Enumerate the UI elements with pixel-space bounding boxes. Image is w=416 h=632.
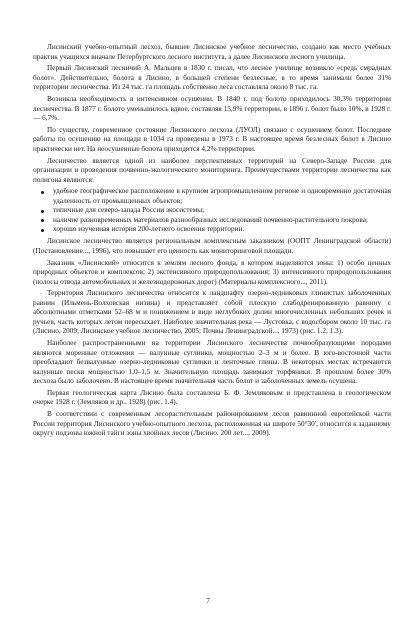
paragraph: Лисинский учебно-опытный лесхоз, бывшее Лисинское учебное лесничество, создано как место учебных практик учащихся вначале Петербургского лесного института, а далее Лисинского лесного училища. <box>33 43 391 61</box>
paragraph: Территория Лисинского лесничества относится к ландшафту озерно-ледниковых глинистых заболоченных равнин (Ильмень-Волховская низина) и представляет собой плоскую слабодренированную равнину с абсолютными отметками 52–68 м и понижением в виде неглубоких долин многочисленных небольших речек и ручьев, часть которых летом пересыхает. Наиболее значительная река — Лустовка, с водосбором около 10 тыс. га (Лисино, 2009; Лисинское учебное лесничество, 2005; Почвы Ленинградской..., 1973) (рис. 1.2, 1.3). <box>33 289 391 336</box>
paragraph: Лисинское лесничество является региональным комплексным заказником (ООПТ Ленинградской области) (Постановление..., 1996), что повышает его ценность как мониторинговой площади. <box>33 237 391 255</box>
advantages-list <box>33 187 391 235</box>
paragraph: Первый Лисинский лесничий А. Мальцев в 1830 г. писал, что лесное училище возникло «средь смрадных болот». Действительно, болота в Лисино, в большей степени безлесные, в то время занимали более 31% территории лесничества. Из 24 тыс. га площадь собственно леса составляла около 8 тыс. га. <box>33 64 391 92</box>
paragraph: Наиболее распространенными на территории Лисинского лесничества почвообразующими породами являются моренные отложения — валунные суглинки, мощностью 2–3 м и более. В юго-восточной части преобладают безвалунные озерно-ледниковые суглинки и ленточные глины. В некоторых местах встречаются валунные пески мощностью 1,0–1,5 м. Значительную площадь занимают торфяники. В прошлом более 30% лесхоза было заболочено. В настоящее время значительная часть болот и заболоченных земель осушена. <box>33 339 391 386</box>
paragraph: По существу, современное состояние Лисинского лесхоза (ЛУОЛ) связано с осушением болот. Последние работы по осушению на площади в 1034 га проведены в 1973 г. В настоящее время безлесных болот в Лисино практически нет. На неосушенные болота приходится 4,2% территории. <box>33 125 391 153</box>
page-number: 7 <box>206 597 210 605</box>
list-item: удобное географическое расположение в крупном агропромышленном регионе и одновременно достаточная удаленность от промышленных объектов; <box>33 187 391 206</box>
list-item: типичные для северо-запада России экосистемы; <box>33 206 391 216</box>
paragraph: Первая геологическая карта Лисино была составлена Б. Ф. Земляковым и представлена в геологическом очерке 1928 г. (Земляков и др., 1928) (рис. 1.4). <box>33 388 391 407</box>
paragraph: Лесничество является одной из наиболее перспективных территорий на Северо-Западе России для организации и проведения почвенно-экологического мониторинга. Преимуществами территории лесничества как полигона являются: <box>33 156 391 184</box>
paragraph: Возникла необходимость в интенсивном осушении. В 1840 г. под болото приходилось 30,3% территории лесничества. В 1877 г. болото уменьшилось вдвое, составляя 15,9% территории, в 1896 г. болот было 10%, в 1928 г. — 6,7%. <box>33 95 391 123</box>
body-text <box>33 43 391 441</box>
list-item: хорошо изученная история 200-летнего освоения территории. <box>33 225 391 235</box>
paragraph: В соответствии с современным лесорастительным районированием лесов равнинной европейской части России территория Лисинского учебно-опытного лесхоза, расположенная на широте 50°30', относится к заданному округу подзоны южной тайги зоны хвойных лесов (Лисино. 200 лет..., 2009). <box>33 410 391 438</box>
list-item: наличие разновременных материалов разнообразных исследований почвенно-растительного покрова; <box>33 216 391 226</box>
paragraph: Заказник «Лисинский» относится к землям лесного фонда, в котором выделяются зоны: 1) особо ценных природных объектов и комплексов; 2) экстенсивного природопользования; 3) интенсивного природопользования (полосы отвода автомобильных и железнодорожных дорог) (Материалы комплексного..., 2011). <box>33 258 391 286</box>
